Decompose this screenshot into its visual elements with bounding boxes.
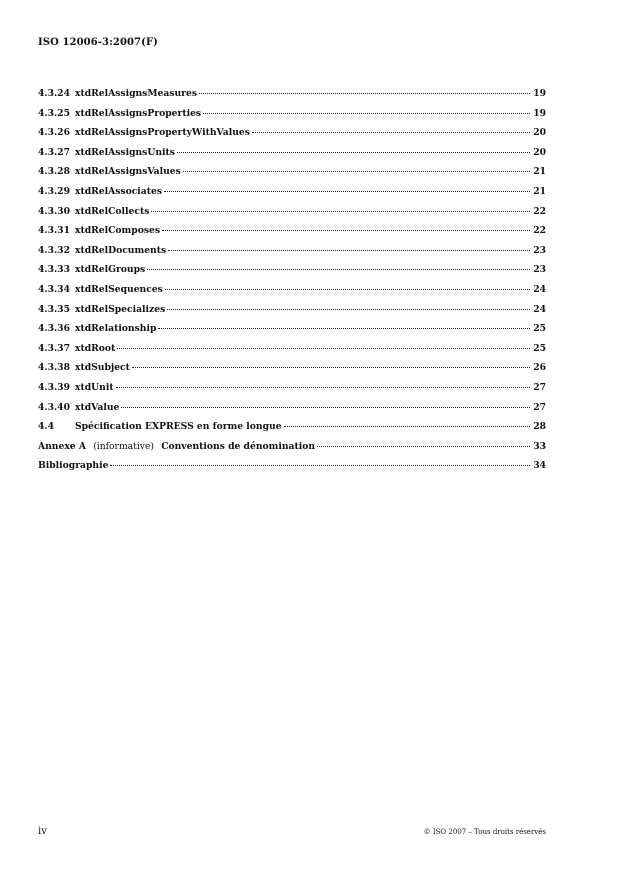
dot-leader [151,210,530,212]
toc-section-number: 4.3.40 [38,401,70,413]
dot-leader [199,92,530,94]
toc-entry[interactable] [38,186,546,206]
bibliography-title: Bibliographie [38,460,109,472]
toc-entry[interactable] [38,343,546,363]
dot-leader [177,151,530,153]
dot-leader [116,386,530,388]
dot-leader [183,170,530,172]
toc-page-number: 22 [533,205,546,217]
toc-section-number: 4.3.38 [38,362,70,374]
toc-page-number: 33 [533,440,546,452]
dot-leader [121,406,530,408]
dot-leader [147,268,530,270]
toc-entry-title: xtdSubject [75,362,130,374]
dot-leader [167,308,530,310]
toc-page-number: 27 [533,381,546,393]
toc-entry-title: xtdRelComposes [75,225,161,237]
annex-title: Conventions de dénomination [161,440,316,452]
toc-entry-title: xtdRelAssignsProperties [75,107,202,119]
toc-page-number: 19 [533,107,546,119]
toc-entry[interactable] [38,382,546,402]
toc-page-number: 20 [533,146,546,158]
toc-page-number: 19 [533,88,546,99]
toc-page-number: 22 [533,225,546,237]
dot-leader [117,347,530,349]
annex-label: Annexe A [38,440,86,452]
toc-section-number: 4.3.39 [38,381,70,393]
toc-page-number: 27 [533,401,546,413]
toc-entry[interactable] [38,127,546,147]
toc-page-number: 26 [533,362,546,374]
toc-section-number: 4.3.34 [38,283,70,295]
toc-entry[interactable] [38,206,546,226]
dot-leader [203,112,530,114]
toc-entry-title: xtdRelAssignsValues [75,166,181,178]
toc-page-number: 21 [533,166,546,178]
toc-section-number: 4.3.28 [38,166,70,178]
toc-section-number: 4.3.35 [38,303,70,315]
toc-entry[interactable] [38,88,546,108]
toc-section-number: 4.3.25 [38,107,70,119]
toc-page-number: 28 [533,421,546,433]
toc-entry-title: xtdRelAssignsMeasures [75,88,198,99]
toc-entry[interactable] [38,362,546,382]
toc-entry-title: xtdRelSpecializes [75,303,166,315]
toc-entry-title: xtdUnit [75,381,114,393]
toc-entry-title: xtdRelDocuments [75,244,167,256]
toc-page-number: 25 [533,323,546,335]
document-header: ISO 12006-3:2007(F) [38,37,158,48]
toc-section-number: 4.3.36 [38,323,70,335]
toc-entry[interactable] [38,402,546,422]
toc-entry[interactable] [38,108,546,128]
toc-entry[interactable] [38,245,546,265]
toc-entry-title: xtdRelSequences [75,283,163,295]
dot-leader [162,229,530,231]
toc-section-number: 4.3.37 [38,342,70,354]
dot-leader [284,425,530,427]
toc-entry-title: xtdRelAssignsUnits [75,146,175,158]
toc-page-number: 23 [533,244,546,256]
toc-section-number: 4.3.29 [38,185,70,197]
toc-entry-title: xtdValue [75,401,120,413]
toc-entry[interactable] [38,304,546,324]
dot-leader [110,464,530,466]
dot-leader [158,327,530,329]
toc-section-number: 4.3.26 [38,127,70,139]
toc-entry-title: xtdRoot [75,342,116,354]
toc-entry-annex-a[interactable] [38,441,546,461]
table-of-contents [38,88,546,480]
toc-entry[interactable] [38,225,546,245]
toc-entry[interactable] [38,284,546,304]
dot-leader [317,445,530,447]
footer-copyright: © ISO 2007 – Tous droits réservés [423,828,546,836]
dot-leader [132,366,530,368]
toc-page-number: 25 [533,342,546,354]
toc-page-number: 24 [533,303,546,315]
toc-section-number: 4.3.24 [38,88,70,99]
toc-section-number: 4.3.31 [38,225,70,237]
toc-page-number: 24 [533,283,546,295]
toc-page-number: 21 [533,185,546,197]
toc-page-number: 20 [533,127,546,139]
annex-qualifier: (informative) [93,440,154,452]
toc-page-number: 34 [533,460,546,472]
toc-entry-title: xtdRelAssociates [75,185,163,197]
toc-entry-title: xtdRelGroups [75,264,146,276]
toc-entry-title: xtdRelAssignsPropertyWithValues [75,127,250,139]
toc-entry-title: Spécification EXPRESS en forme longue [75,421,282,433]
toc-entry[interactable] [38,264,546,284]
toc-entry[interactable] [38,323,546,343]
dot-leader [168,249,530,251]
toc-section-number: 4.3.32 [38,244,70,256]
toc-page-number: 23 [533,264,546,276]
toc-section-number: 4.3.30 [38,205,70,217]
toc-entry[interactable] [38,166,546,186]
toc-section-number: 4.4 [38,421,54,433]
dot-leader [252,131,530,133]
toc-section-number: 4.3.27 [38,146,70,158]
toc-entry-title: xtdRelationship [75,323,157,335]
toc-entry[interactable] [38,147,546,167]
footer-page-number: iv [38,826,47,837]
toc-entry-title: xtdRelCollects [75,205,150,217]
dot-leader [165,288,530,290]
toc-entry-bibliography[interactable] [38,460,546,480]
dot-leader [164,190,530,192]
toc-entry[interactable] [38,421,546,441]
toc-section-number: 4.3.33 [38,264,70,276]
